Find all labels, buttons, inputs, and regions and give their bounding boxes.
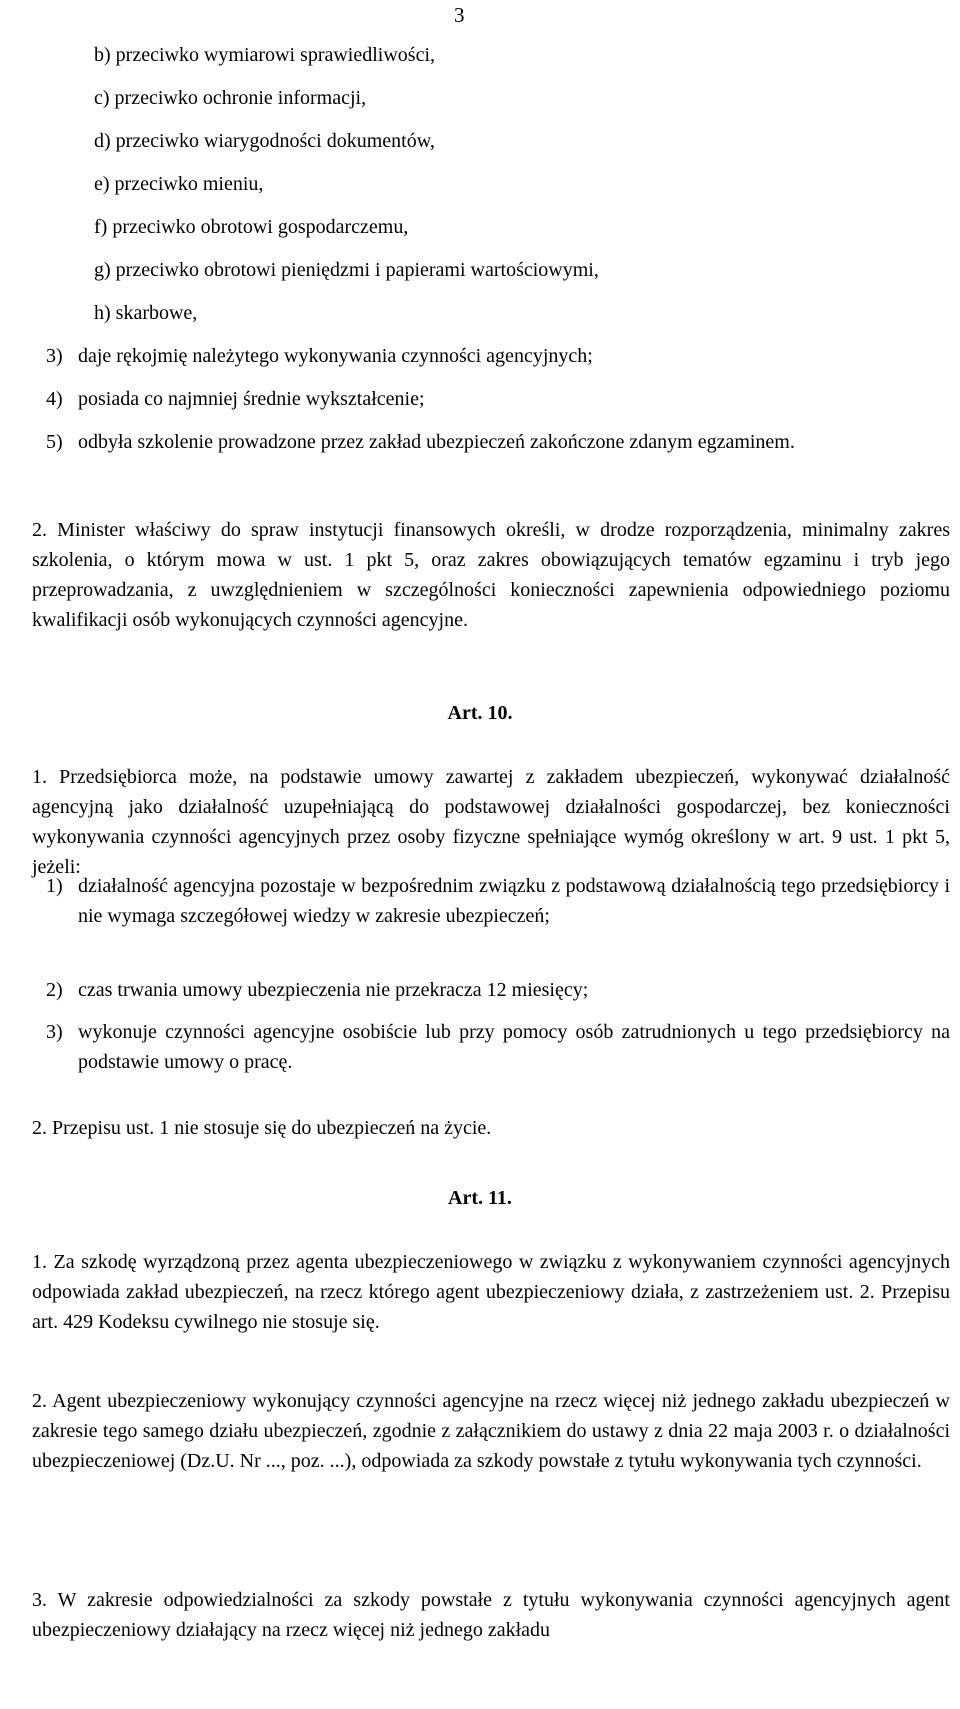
item-number: 2) xyxy=(46,979,63,1001)
point-4 xyxy=(46,384,950,414)
list-item-b: b) przeciwko wymiarowi sprawiedliwości, xyxy=(94,44,436,66)
item-text: wykonuje czynności agencyjne osobiście lub przy pomocy osób zatrudnionych u tego przedsiębiorcy na podstawie umowy o pracę. xyxy=(78,1021,950,1073)
article-10-title: Art. 10. xyxy=(447,702,513,724)
item-text: działalność agencyjna pozostaje w bezpośrednim związku z podstawową działalnością tego przedsiębiorcy i nie wymaga szczegółowej wiedzy w zakresie ubezpieczeń; xyxy=(78,875,950,927)
article-10-item-1 xyxy=(46,871,950,931)
point-text: daje rękojmię należytego wykonywania czynności agencyjnych; xyxy=(78,345,593,367)
article-11-title: Art. 11. xyxy=(448,1187,512,1209)
list-item-e: e) przeciwko mieniu, xyxy=(94,173,264,195)
list-item-f: f) przeciwko obrotowi gospodarczemu, xyxy=(94,216,409,238)
paragraph-2: 2. Minister właściwy do spraw instytucji finansowych określi, w drodze rozporządzenia, minimalny zakres szkolenia, o którym mowa w ust. 1 pkt 5, oraz zakres obowiązujących tematów egzaminu i tryb jego przeprowadzania, z uwzględnieniem w szczególności konieczności zapewnienia odpowiedniego poziomu kwalifikacji osób wykonujących czynności agencyjne. xyxy=(32,519,950,631)
list-item-c: c) przeciwko ochronie informacji, xyxy=(94,87,367,109)
point-text: odbyła szkolenie prowadzone przez zakład ubezpieczeń zakończone zdanym egzaminem. xyxy=(78,431,795,453)
article-10-item-2 xyxy=(46,975,950,1005)
article-10-paragraph-1: 1. Przedsiębiorca może, na podstawie umowy zawartej z zakładem ubezpieczeń, wykonywać działalność agencyjną jako działalność uzupełniającą do podstawowej działalności gospodarczej, bez konieczności wykonywania czynności agencyjnych przez osoby fizyczne spełniające wymóg określony w art. 9 ust. 1 pkt 5, jeżeli: xyxy=(32,766,950,878)
point-3 xyxy=(46,341,950,371)
list-item-h: h) skarbowe, xyxy=(94,302,198,324)
point-5 xyxy=(46,427,950,457)
item-number: 3) xyxy=(46,1021,63,1043)
point-number: 4) xyxy=(46,388,63,410)
point-number: 5) xyxy=(46,431,63,453)
article-11-paragraph-3: 3. W zakresie odpowiedzialności za szkody powstałe z tytułu wykonywania czynności agencyjnych agent ubezpieczeniowy działający na rzecz więcej niż jednego zakładu xyxy=(32,1589,950,1641)
article-10-item-3 xyxy=(46,1017,950,1077)
list-item-g: g) przeciwko obrotowi pieniędzmi i papierami wartościowymi, xyxy=(94,259,599,281)
page-number: 3 xyxy=(454,3,465,27)
article-11-paragraph-1: 1. Za szkodę wyrządzoną przez agenta ubezpieczeniowego w związku z wykonywaniem czynności agencyjnych odpowiada zakład ubezpieczeń, na rzecz którego agent ubezpieczeniowy działa, z zastrzeżeniem ust. 2. Przepisu art. 429 Kodeksu cywilnego nie stosuje się. xyxy=(32,1251,950,1333)
point-text: posiada co najmniej średnie wykształcenie; xyxy=(78,388,425,410)
item-text: czas trwania umowy ubezpieczenia nie przekracza 12 miesięcy; xyxy=(78,979,589,1001)
article-11-paragraph-2: 2. Agent ubezpieczeniowy wykonujący czynności agencyjne na rzecz więcej niż jednego zakładu ubezpieczeń w zakresie tego samego działu ubezpieczeń, zgodnie z załącznikiem do ustawy z dnia 22 maja 2003 r. o działalności ubezpieczeniowej (Dz.U. Nr ..., poz. ...), odpowiada za szkody powstałe z tytułu wykonywania tych czynności. xyxy=(32,1390,950,1472)
item-number: 1) xyxy=(46,875,63,897)
list-item-d: d) przeciwko wiarygodności dokumentów, xyxy=(94,130,435,152)
point-number: 3) xyxy=(46,345,63,367)
article-10-paragraph-2: 2. Przepisu ust. 1 nie stosuje się do ubezpieczeń na życie. xyxy=(32,1117,492,1139)
